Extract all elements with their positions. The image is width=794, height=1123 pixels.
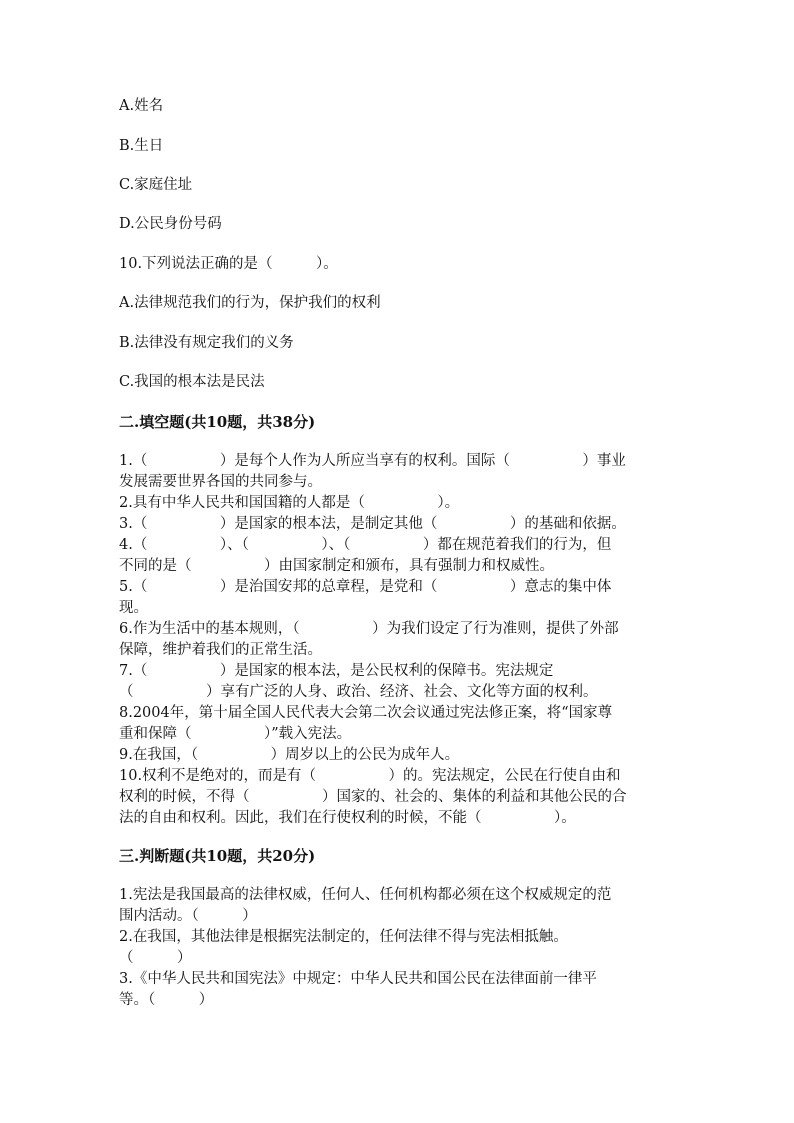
section-2-heading: 二.填空题(共10题，共38分) [119,413,316,431]
judge-item-1: 1.宪法是我国最高的法律权威，任何人、任何机构都必须在这个权威规定的范 围内活动。（ ） [119,887,612,924]
option-a: A.姓名 [119,98,164,114]
fill-item-9: 9.在我国，（ ）周岁以上的公民为成年人。 [119,747,460,763]
judge-item-3: 3.《中华人民共和国宪法》中规定：中华人民共和国公民在法律面前一律平 等。（ ） [119,971,597,1008]
fill-item-7: 7.（ ）是国家的根本法，是公民权利的保障书。宪法规定 （ ）享有广泛的人身、政治、经济、社会、文化等方面的权利。 [119,663,598,700]
option-b: B.生日 [119,138,164,154]
fill-item-5: 5.（ ）是治国安邦的总章程，是党和（ ）意志的集中体 现。 [119,579,612,616]
fill-item-10: 10.权利不是绝对的，而是有（ ）的。宪法规定，公民在行使自由和 权利的时候，不得（ ）国家的、社会的、集体的利益和其他公民的合 法的自由和权利。因此，我们在行使权利的时候，不能（ ）。 [119,768,627,826]
question-10-stem: 10.下列说法正确的是（ ）。 [119,256,338,272]
q10-option-c: C.我国的根本法是民法 [119,374,265,390]
q10-option-a: A.法律规范我们的行为，保护我们的权利 [119,295,381,311]
fill-item-2: 2.具有中华人民共和国国籍的人都是（ ）。 [119,495,460,511]
fill-item-1: 1.（ ）是每个人作为人所应当享有的权利。国际（ ）事业 发展需要世界各国的共同参与。 [119,453,626,490]
judge-item-2: 2.在我国，其他法律是根据宪法制定的，任何法律不得与宪法相抵触。 （ ） [119,929,568,966]
option-d: D.公民身份号码 [119,216,222,232]
option-c: C.家庭住址 [119,177,193,193]
fill-item-3: 3.（ ）是国家的根本法，是制定其他（ ）的基础和依据。 [119,516,626,532]
section-3-heading: 三.判断题(共10题，共20分) [119,847,316,865]
fill-item-4: 4.（ ）、（ ）、（ ）都在规范着我们的行为，但 不同的是（ ）由国家制定和颁布，具有强制力和权威性。 [119,537,612,574]
fill-item-6: 6.作为生活中的基本规则，（ ）为我们设定了行为准则，提供了外部 保障，维护着我们的正常生活。 [119,621,619,658]
q10-option-b: B.法律没有规定我们的义务 [119,335,294,351]
fill-item-8: 8.2004年，第十届全国人民代表大会第二次会议通过宪法修正案，将“国家尊 重和保障（ ）”载入宪法。 [119,705,613,742]
